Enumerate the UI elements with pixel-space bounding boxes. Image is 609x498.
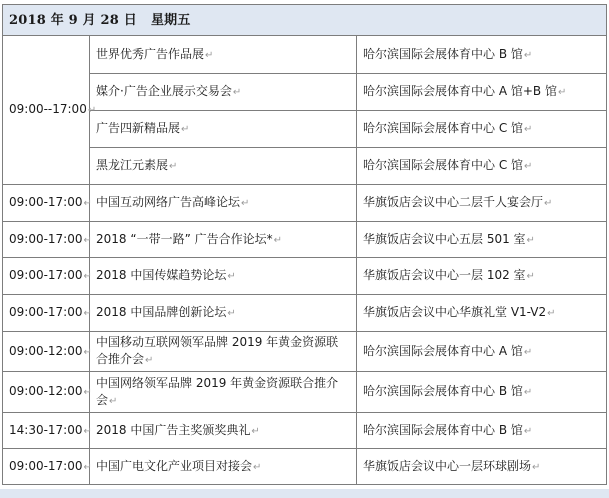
venue-cell: 哈尔滨国际会展体育中心 C 馆↵ (357, 111, 607, 148)
date-header-row (3, 5, 607, 36)
table-row (3, 222, 607, 258)
event-cell: 中国互动网络广告高峰论坛↵ (90, 185, 357, 222)
time-cell: 09:00--17:00↵ (3, 36, 90, 185)
table-row (3, 413, 607, 449)
venue-cell: 华旗饭店会议中心华旗礼堂 V1-V2↵ (357, 295, 607, 332)
event-cell: 中国移动互联网领军品牌 2019 年黄金资源联合推介会↵ (90, 332, 357, 372)
time-cell: 09:00-17:00↵ (3, 295, 90, 332)
time-cell: 09:00-12:00↵ (3, 332, 90, 372)
footer-shading (0, 489, 609, 498)
venue-cell: 华旗饭店会议中心五层 501 室↵ (357, 222, 607, 258)
table-row (3, 258, 607, 295)
table-row (3, 372, 607, 413)
table-row (3, 148, 607, 185)
time-cell: 09:00-17:00↵ (3, 258, 90, 295)
venue-cell: 哈尔滨国际会展体育中心 A 馆↵ (357, 332, 607, 372)
time-cell: 09:00-12:00↵ (3, 372, 90, 413)
table-row (3, 185, 607, 222)
date-text: 2018 年 9 月 28 日 (9, 12, 137, 28)
event-cell: 世界优秀广告作品展↵ (90, 36, 357, 74)
weekday-text: 星期五 (150, 12, 191, 28)
venue-cell: 哈尔滨国际会展体育中心 B 馆↵ (357, 36, 607, 74)
event-cell: 中国广电文化产业项目对接会↵ (90, 449, 357, 485)
table-row (3, 449, 607, 485)
table-row (3, 295, 607, 332)
table-row (3, 332, 607, 372)
event-cell: 2018 “一带一路” 广告合作论坛*↵ (90, 222, 357, 258)
event-cell: 媒介·广告企业展示交易会↵ (90, 74, 357, 111)
time-cell: 09:00-17:00↵ (3, 185, 90, 222)
event-cell: 2018 中国广告主奖颁奖典礼↵ (90, 413, 357, 449)
venue-cell: 华旗饭店会议中心一层 102 室↵ (357, 258, 607, 295)
event-cell: 黑龙江元素展↵ (90, 148, 357, 185)
time-cell: 09:00-17:00↵ (3, 449, 90, 485)
event-cell: 2018 中国传媒趋势论坛↵ (90, 258, 357, 295)
date-header (3, 5, 607, 36)
table-row (3, 36, 607, 74)
venue-cell: 华旗饭店会议中心二层千人宴会厅↵ (357, 185, 607, 222)
time-cell: 14:30-17:00↵ (3, 413, 90, 449)
event-cell: 2018 中国品牌创新论坛↵ (90, 295, 357, 332)
schedule-table (2, 4, 607, 485)
venue-cell: 哈尔滨国际会展体育中心 C 馆↵ (357, 148, 607, 185)
event-cell: 中国网络领军品牌 2019 年黄金资源联合推介会↵ (90, 372, 357, 413)
venue-cell: 哈尔滨国际会展体育中心 B 馆↵ (357, 372, 607, 413)
venue-cell: 华旗饭店会议中心一层环球剧场↵ (357, 449, 607, 485)
time-cell: 09:00-17:00↵ (3, 222, 90, 258)
venue-cell: 哈尔滨国际会展体育中心 A 馆+B 馆↵ (357, 74, 607, 111)
venue-cell: 哈尔滨国际会展体育中心 B 馆↵ (357, 413, 607, 449)
event-cell: 广告四新精品展↵ (90, 111, 357, 148)
